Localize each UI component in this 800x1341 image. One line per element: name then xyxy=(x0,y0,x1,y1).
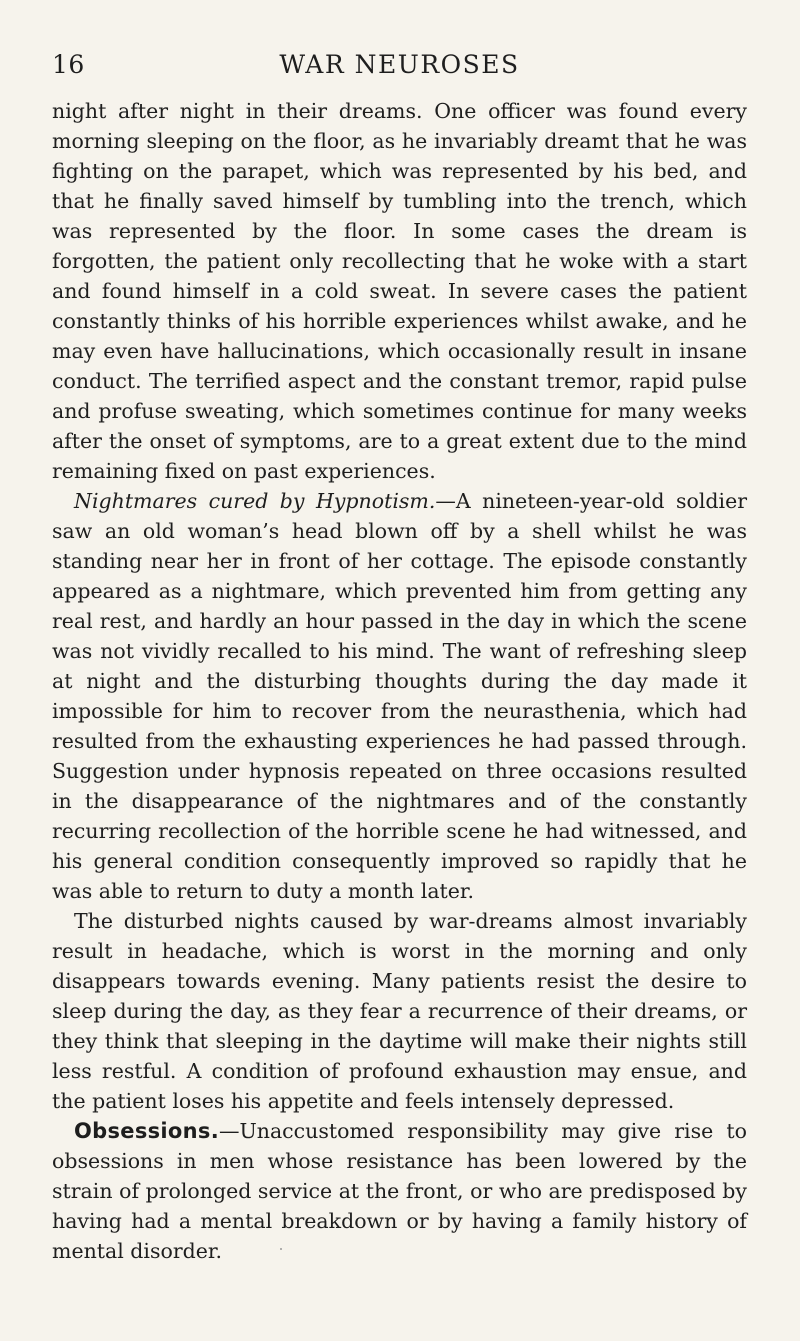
paragraph-nightmares-body: —A nineteen-year-old soldier saw an old woman’s head blown off by a shell whilst he was standing near her in front of her cottage. The episode constantly appeared as a nightmare, which prevented him from getting any real rest, and hardly an hour passed in the day in which the scene was not vividly recalled to his mind. The want of refreshing sleep at night and the disturbing thoughts during the day made it impossible for him to recover from the neurasthenia, which had resulted from the exhausting experiences he had passed through. Suggestion under hypnosis repeated on three occasions resulted in the disappearance of the nightmares and of the constantly recurring recollection of the horrible scene he had witnessed, and his general condition consequently improved so rapidly that he was able to return to duty a month later. xyxy=(52,489,747,903)
running-head xyxy=(52,50,747,86)
paragraph-war-dreams: The disturbed nights caused by war-dreams almost invariably result in headache, which is worst in the morning and only disappears towards evening. Many patients resist the desire to sleep during the day, as they fear a recurrence of their dreams, or they think that sleeping in the daytime will make their nights still less restful. A condition of profound exhaustion may ensue, and the patient loses his appetite and feels intensely depressed. xyxy=(52,909,747,1113)
page-number: 16 xyxy=(52,50,85,79)
body-text xyxy=(52,96,747,1266)
section-heading-obsessions: Obsessions. xyxy=(74,1119,219,1143)
print-speck xyxy=(280,1248,282,1250)
paragraph-obsessions-body: —Unaccustomed responsibility may give rise to obsessions in men whose resistance has been lowered by the strain of prolonged service at the front, or who are predisposed by having had a mental breakdown or by having a family history of mental disorder. xyxy=(52,1119,747,1263)
paragraph-obsessions xyxy=(52,1116,747,1266)
paragraph-dreams: night after night in their dreams. One officer was found every morning sleeping on the floor, as he invariably dreamt that he was fighting on the parapet, which was represented by his bed, and that he finally saved himself by tumbling into the trench, which was represented by the floor. In some cases the dream is forgotten, the patient only recollecting that he woke with a start and found himself in a cold sweat. In severe cases the patient constantly thinks of his horrible experiences whilst awake, and he may even have hallucinations, which occasionally result in insane conduct. The terrified aspect and the constant tremor, rapid pulse and profuse sweating, which sometimes continue for many weeks after the onset of symptoms, are to a great extent due to the mind remaining fixed on past experiences. xyxy=(52,99,747,483)
subheading-nightmares-hypnotism: Nightmares cured by Hypnotism. xyxy=(74,489,436,513)
paragraph-nightmares-hypnotism xyxy=(52,486,747,906)
running-title: WAR NEUROSES xyxy=(279,50,520,79)
